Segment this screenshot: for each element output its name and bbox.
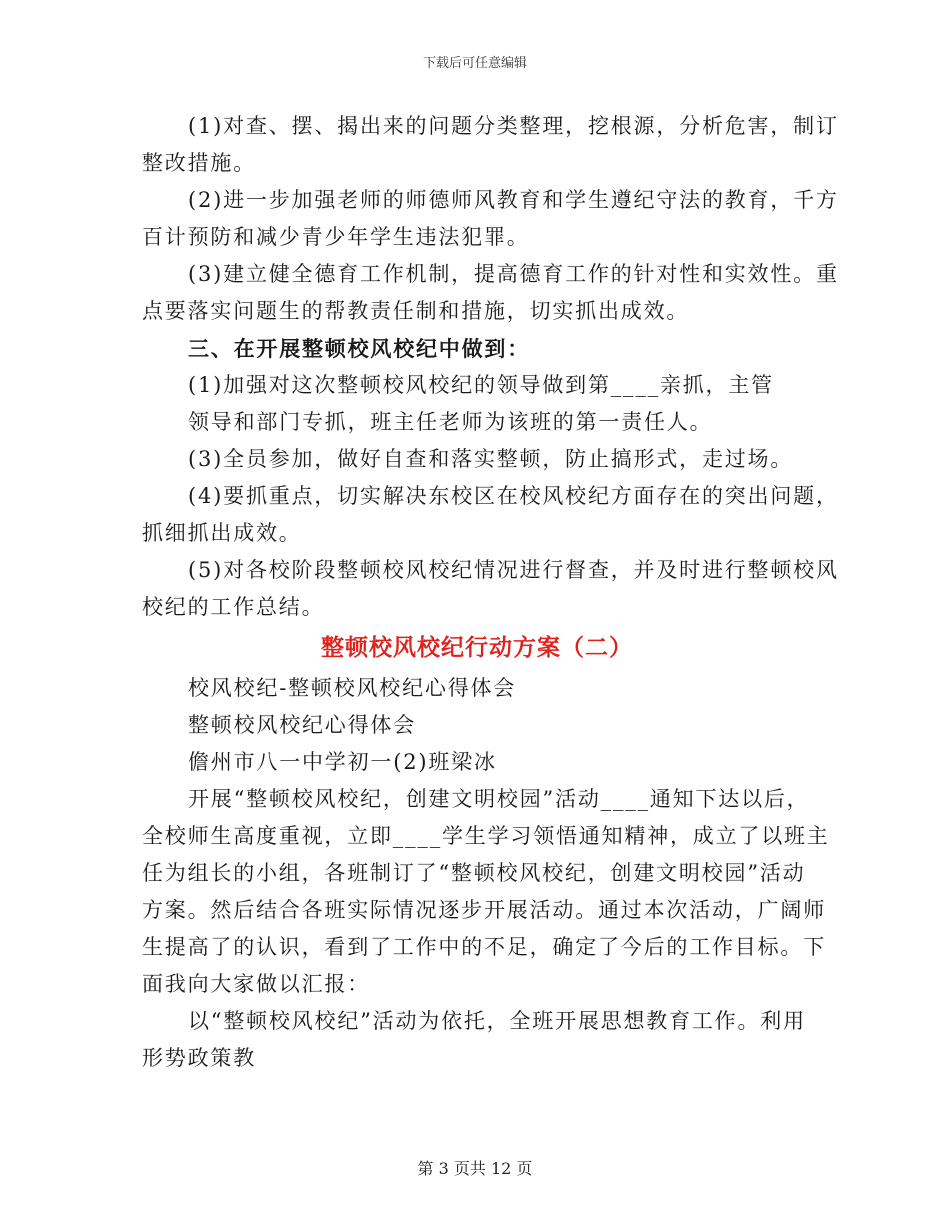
paragraph-line: (1)加强对这次整顿校风校纪的领导做到第____亲抓，主管 <box>188 373 774 397</box>
paragraph-line: 百计预防和减少青少年学生违法犯罪。 <box>142 225 530 249</box>
page-header: 下载后可任意编辑 <box>422 56 527 71</box>
section-heading: 三、在开展整顿校风校纪中做到： <box>188 336 530 361</box>
paragraph-line: 任为组长的小组，各班制订了“整顿校风校纪，创建文明校园”活动 <box>142 861 806 885</box>
document-body <box>142 108 839 1077</box>
paragraph-line: (4)要抓重点，切实解决东校区在校风校纪方面存在的突出问题， <box>188 484 839 508</box>
paragraph-line: 领导和部门专抓，班主任老师为该班的第一责任人。 <box>188 410 713 434</box>
document-title: 整顿校风校纪行动方案（二） <box>321 634 633 661</box>
paragraph-line: (2)进一步加强老师的师德师风教育和学生遵纪守法的教育，千方 <box>188 188 839 212</box>
paragraph-line: (5)对各校阶段整顿校风校纪情况进行督查，并及时进行整顿校风 <box>188 558 839 582</box>
page-number: 第 3 页共 12 页 <box>417 1159 533 1178</box>
paragraph-line: (3)建立健全德育工作机制，提高德育工作的针对性和实效性。重 <box>188 262 839 286</box>
paragraph-line: 形势政策教 <box>142 1046 256 1070</box>
paragraph-line: 全校师生高度重视，立即____学生学习领悟通知精神，成立了以班主 <box>142 824 830 848</box>
paragraph-line: 点要落实问题生的帮教责任制和措施，切实抓出成效。 <box>142 299 690 323</box>
paragraph-line: 生提高了的认识，看到了工作中的不足，确定了今后的工作目标。下 <box>142 935 826 959</box>
paragraph-line: 整改措施。 <box>142 151 256 175</box>
paragraph-line: 校风校纪-整顿校风校纪心得体会 <box>188 676 517 700</box>
paragraph-line: 方案。然后结合各班实际情况逐步开展活动。通过本次活动，广阔师 <box>142 898 826 922</box>
paragraph-line: 抓细抓出成效。 <box>142 521 302 545</box>
paragraph-line: 开展“整顿校风校纪，创建文明校园”活动____通知下达以后， <box>188 787 810 811</box>
paragraph-line: (1)对查、摆、揭出来的问题分类整理，挖根源，分析危害，制订 <box>188 114 839 138</box>
paragraph-line: (3)全员参加，做好自查和落实整顿，防止搞形式，走过场。 <box>188 447 794 471</box>
paragraph-line: 整顿校风校纪心得体会 <box>188 713 416 737</box>
paragraph-line: 面我向大家做以汇报： <box>142 972 370 996</box>
paragraph-line: 以“整顿校风校纪”活动为依托，全班开展思想教育工作。利用 <box>188 1009 806 1033</box>
author-line: 儋州市八一中学初一(2)班梁冰 <box>188 750 497 774</box>
paragraph-line: 校纪的工作总结。 <box>142 595 325 619</box>
